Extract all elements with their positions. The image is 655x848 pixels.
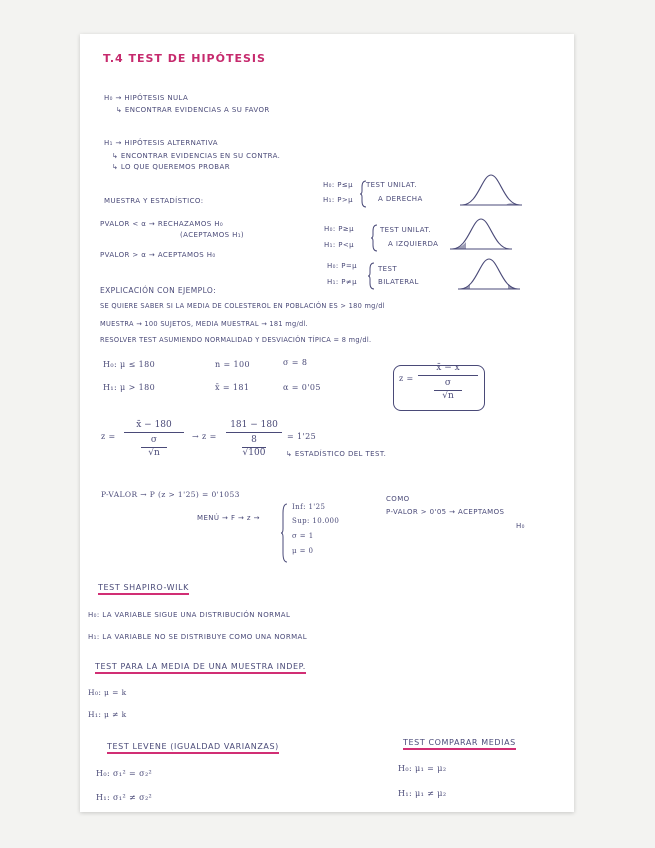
menu-param-sup: Sup: 10.000 [292, 517, 340, 525]
z-calc-result: = 1'25 [287, 432, 317, 441]
comparar-heading-text: TEST COMPARAR MEDIAS [403, 738, 516, 750]
z-calc-2-lhs: → z = [192, 432, 217, 441]
left-test-label-2: A IZQUIERDA [388, 240, 439, 248]
comparar-heading [403, 738, 516, 747]
example-h1: H₁: μ > 180 [103, 383, 156, 392]
brace-left-test [371, 224, 379, 252]
media-indep-heading-text: TEST PARA LA MEDIA DE UNA MUESTRA INDEP. [95, 662, 306, 674]
z-calc-1-sigma: σ [150, 435, 158, 445]
z-formula-numerator: x̄ − x [436, 363, 460, 373]
h1-definition: H₁ → HIPÓTESIS ALTERNATIVA [104, 139, 218, 147]
levene-h1: H₁: σ₁² ≠ σ₂² [96, 793, 153, 802]
example-sigma: σ = 8 [283, 358, 308, 367]
left-test-h1: H₁: P<μ [324, 241, 354, 249]
bilateral-test-label-2: BILATERAL [378, 278, 419, 286]
left-tail-curve-icon [450, 216, 514, 252]
example-line-3: RESOLVER TEST ASUMIENDO NORMALIDAD Y DESVIACIÓN TÍPICA = 8 mg/dl. [100, 336, 372, 344]
muestra-estadistico: MUESTRA Y ESTADÍSTICO: [104, 197, 204, 205]
z-calc-2-sigma: 8 [251, 435, 257, 445]
z-calc-2-numerator: 181 − 180 [230, 420, 278, 430]
menu-param-inf: Inf: 1'25 [292, 503, 326, 511]
z-calc-1-root: √n [148, 448, 160, 458]
z-calc-1-numerator: x̄ − 180 [136, 420, 172, 430]
left-test-label-1: TEST UNILAT. [380, 226, 431, 234]
media-indep-h1: H₁: μ ≠ k [88, 710, 127, 719]
example-line-2: MUESTRA → 100 SUJETOS, MEDIA MUESTRAL → 181 mg/dl. [100, 320, 309, 328]
left-test-h0: H₀: P≥μ [324, 225, 354, 233]
levene-heading [107, 742, 279, 751]
right-tail-curve-icon [460, 172, 524, 208]
media-indep-h0: H₀: μ = k [88, 688, 127, 697]
bilateral-test-h1: H₁: P≠μ [327, 278, 357, 286]
como-line-1: COMO [386, 495, 410, 503]
shapiro-h1: H₁: LA VARIABLE NO SE DISTRIBUYE COMO UNA NORMAL [88, 633, 308, 641]
como-line-2: P-VALOR > 0'05 → ACEPTAMOS [386, 508, 505, 516]
h0-detail: ↳ ENCONTRAR EVIDENCIAS A SU FAVOR [116, 106, 270, 114]
como-line-3: H₀ [516, 522, 525, 530]
pvalor-less-note: (ACEPTAMOS H₁) [180, 231, 245, 239]
h0-definition: H₀ → HIPÓTESIS NULA [104, 94, 189, 102]
menu-param-sigma: σ = 1 [292, 532, 314, 540]
right-test-label-2: A DERECHA [378, 195, 423, 203]
bilateral-curve-icon [458, 256, 522, 292]
z-calc-2-fraction [226, 420, 282, 458]
example-h0: H₀: μ ≤ 180 [103, 360, 156, 369]
z-calc-1-lhs: z = [101, 432, 116, 441]
h1-detail-2: ↳ LO QUE QUEREMOS PROBAR [112, 163, 230, 171]
example-alpha: α = 0'05 [283, 383, 321, 392]
z-formula-sigma: σ [444, 378, 452, 388]
menu-param-mu: μ = 0 [292, 547, 314, 555]
z-formula-lhs: z = [399, 374, 414, 383]
z-formula-root: √n [442, 391, 454, 401]
example-xbar: x̄ = 181 [215, 383, 250, 392]
right-test-h0: H₀: P≤μ [323, 181, 353, 189]
levene-heading-text: TEST LEVENE (IGUALDAD VARIANZAS) [107, 742, 279, 754]
shapiro-heading-text: TEST SHAPIRO-WILK [98, 583, 189, 595]
right-test-h1: H₁: P>μ [323, 196, 353, 204]
z-calc-1-fraction [124, 420, 184, 458]
example-heading: EXPLICACIÓN CON EJEMPLO: [100, 286, 216, 295]
z-calc-2-root: √100 [242, 448, 266, 458]
comparar-h0: H₀: μ₁ = μ₂ [398, 764, 447, 773]
bilateral-test-label-1: TEST [378, 265, 398, 273]
right-test-label-1: TEST UNILAT. [366, 181, 417, 189]
pvalor-less-rule: PVALOR < α → RECHAZAMOS H₀ [100, 220, 224, 228]
pvalor-greater-rule: PVALOR > α → ACEPTAMOS H₀ [100, 251, 216, 259]
pvalue-line: P-VALOR → P (z > 1'25) = 0'1053 [101, 490, 240, 499]
example-line-1: SE QUIERE SABER SI LA MEDIA DE COLESTEROL EN POBLACIÓN ES > 180 mg/dl [100, 302, 385, 310]
shapiro-heading [98, 583, 189, 592]
bilateral-test-h0: H₀: P=μ [327, 262, 357, 270]
brace-right-test [360, 180, 368, 208]
brace-bilateral-test [368, 262, 376, 290]
z-formula-fraction [418, 363, 478, 401]
media-indep-heading [95, 662, 306, 671]
page-title: T.4 TEST DE HIPÓTESIS [103, 52, 266, 65]
menu-path: MENÚ → F → z → [197, 514, 260, 522]
menu-params-brace [281, 503, 289, 563]
comparar-h1: H₁: μ₁ ≠ μ₂ [398, 789, 447, 798]
shapiro-h0: H₀: LA VARIABLE SIGUE UNA DISTRIBUCIÓN NORMAL [88, 611, 291, 619]
levene-h0: H₀: σ₁² = σ₂² [96, 769, 153, 778]
estadistico-note: ↳ ESTADÍSTICO DEL TEST. [286, 450, 387, 458]
example-n: n = 100 [215, 360, 251, 369]
h1-detail-1: ↳ ENCONTRAR EVIDENCIAS EN SU CONTRA. [112, 152, 281, 160]
